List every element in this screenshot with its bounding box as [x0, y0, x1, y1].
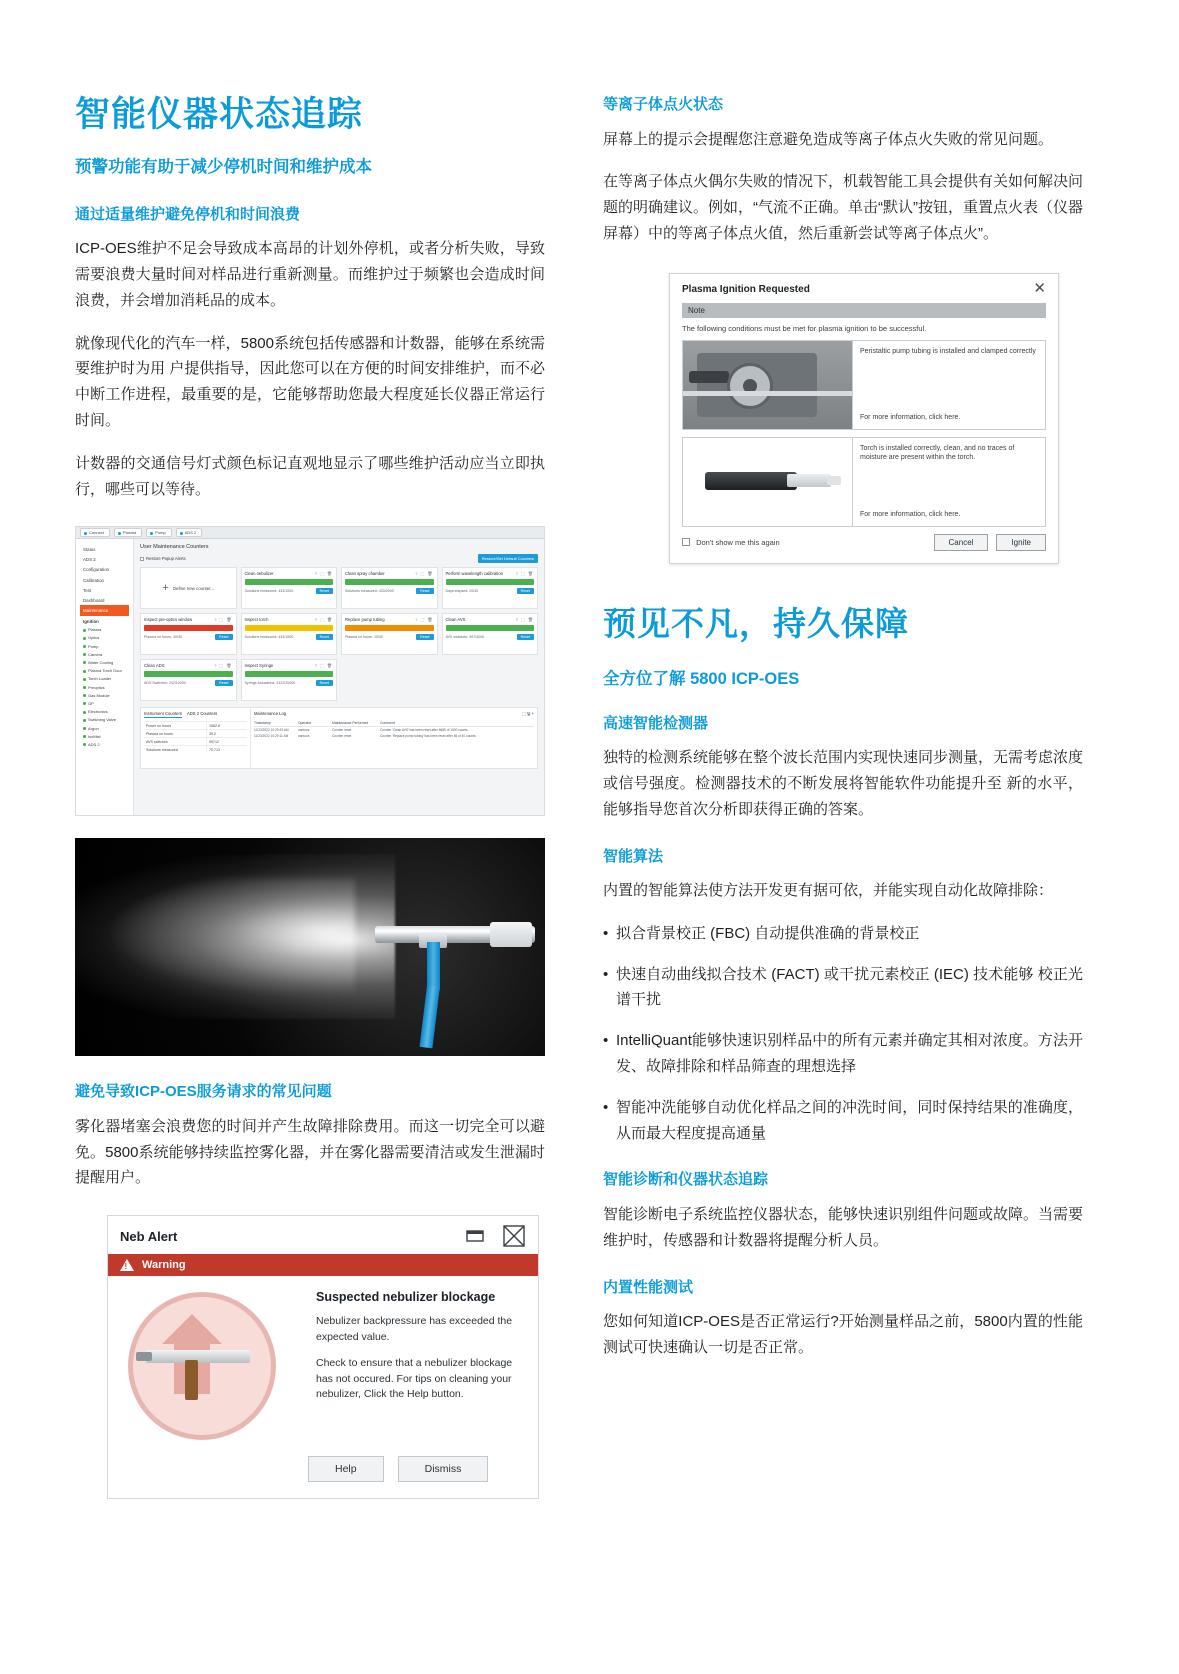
section-plasma-ignition [603, 95, 1083, 247]
counter-row [144, 729, 247, 737]
list-item: • IntelliQuant能够快速识别样品中的所有元素并确定其相对浓度。方法开发、故障排除和样品筛查的理想选择 [603, 1028, 1083, 1080]
counter-reset-button[interactable]: Reset [416, 588, 433, 594]
counter-card[interactable] [241, 659, 338, 701]
counter-row-label: Plasma on hours [146, 731, 173, 736]
section-maintenance [75, 205, 545, 503]
counter-status-bar [446, 625, 535, 631]
counter-title: Clean AVS [445, 617, 466, 623]
status-dot-icon [118, 532, 121, 535]
sidebar-subitem-electronics[interactable]: Electronics [80, 708, 129, 716]
condition-text-pump [853, 341, 1045, 429]
ignite-button[interactable]: Ignite [996, 534, 1046, 551]
counter-row-value: 1582.8 [206, 722, 247, 729]
section-algorithm [603, 847, 1083, 1147]
section-heading-common-issues: 避免导致ICP-OES服务请求的常见问题 [75, 1083, 332, 1101]
list-item: • 快速自动曲线拟合技术 (FACT) 或干扰元素校正 (IEC) 技术能够 校正光谱干扰 [603, 962, 1083, 1014]
software-bottom-panels [140, 707, 538, 769]
cancel-button[interactable]: Cancel [934, 534, 989, 551]
cell-maintenance: Counter reset [332, 734, 352, 739]
neb-alert-paragraph: Check to ensure that a nebulizer blockage has not occured. For tips on cleaning your nebulizer, Click the Help button. [316, 1356, 513, 1401]
condition-panel-pump [682, 340, 1046, 430]
pump-clamp [689, 371, 729, 383]
column-header: Operator [298, 721, 312, 726]
neb-alert-content [108, 1276, 538, 1456]
tab-ads2[interactable] [176, 528, 203, 537]
sidebar-subitem-ads-2[interactable]: ADS 2 [80, 740, 129, 748]
counter-row-value: 99712 [206, 738, 247, 745]
sidebar-item-ads2[interactable]: ADS 2 [83, 557, 96, 563]
counter-meta [144, 680, 233, 686]
counter-meta-text: Solutions measured: 433/2000 [345, 589, 394, 594]
counter-status-bar [245, 671, 334, 677]
warning-label: Warning [142, 1259, 186, 1272]
counter-row [144, 745, 247, 753]
nebulizer-spray-photo [75, 838, 545, 1056]
plus-icon: + [162, 581, 169, 594]
neb-alert-buttons [108, 1456, 538, 1498]
checkbox-label: Don't show me this again [696, 537, 780, 547]
paragraph: 就像现代化的汽车一样，5800系统包括传感器和计数器，能够在系统需要维护时为用 户提供指导，因此您可以在方便的时间安排维护，而不必中断工作进程，最重要的是，它能够帮助您最大程度延长仪器正常运行时间。 [75, 334, 545, 429]
sidebar-subitem-isomist[interactable]: IsoMist [80, 732, 129, 740]
software-body [76, 539, 544, 816]
status-dot-icon [84, 532, 87, 535]
define-new-counter-label: Define new counter... [172, 585, 215, 591]
page-subtitle: 预警功能有助于减少停机时间和维护成本 [75, 158, 372, 177]
counter-meta [345, 588, 434, 594]
section-common-issues [75, 1082, 545, 1191]
table-row [254, 733, 534, 739]
checkbox-icon [682, 538, 690, 546]
torch-image [683, 438, 853, 526]
maintenance-counters-title: User Maintenance Counters [140, 544, 209, 551]
instrument-counter-tabs [144, 711, 247, 718]
list-item: • 智能冲洗能够自动优化样品之间的冲洗时间，同时保持结果的准确度，从而最大程度提高通量 [603, 1095, 1083, 1147]
neb-alert-title: Neb Alert [120, 1228, 178, 1244]
sidebar-subitem-preoptics[interactable]: Preoptics [80, 683, 129, 691]
counter-title: Perform wavelength calibration [445, 571, 503, 577]
right-column [603, 95, 1083, 1634]
sidebar-subitem-plasma-torch-door[interactable]: Plasma Torch Door [80, 667, 129, 675]
cell-operator: nantova [298, 734, 310, 739]
counter-title: Clean ADS [144, 663, 165, 669]
counter-title: Clean nebulizer [244, 571, 274, 577]
neb-alert-titlebar [108, 1216, 538, 1254]
cell-comment: Counter 'Replace pump tubing' has been reset after 65 of 40 counts. [380, 734, 477, 739]
paragraph: 内置的智能算法使方法开发更有据可依，并能实现自动化故障排除： [603, 882, 1054, 900]
section-heading-diagnostics: 智能诊断和仪器状态追踪 [603, 1171, 769, 1189]
nebulizer-illustration [122, 1290, 302, 1440]
counter-reset-button[interactable]: Reset [517, 588, 534, 594]
torch-glass [787, 474, 831, 487]
cell-comment: Counter 'Clean AVS' has been reset after 6685 of 1000 counts. [380, 728, 469, 733]
counter-row-label: Power on hours [146, 723, 172, 728]
torch-tip [827, 476, 841, 485]
warning-banner [108, 1254, 538, 1276]
counter-title: Inspect torch [244, 617, 269, 623]
paragraph: 在等离子体点火偶尔失败的情况下，机载智能工具会提供有关如何解决问题的明确建议。例如，“气流不正确。单击“默认”按钮，重置点火表（仪器屏幕）中的等离子体点火值，然后重新尝试等离子体点火”。 [603, 173, 1084, 242]
more-info-link[interactable]: For more information, click here. [860, 511, 961, 519]
section-diagnostics [603, 1170, 1083, 1253]
plasma-dialog-buttons [934, 534, 1046, 551]
sidebar-subitem-gp[interactable]: GP [80, 699, 129, 707]
maintenance-log-header [254, 711, 534, 718]
counter-meta-text: Syringe Actuations: 4322/20000 [244, 681, 296, 686]
counter-title: Inspect Syringe [244, 663, 274, 669]
tab-instrument-counters[interactable]: Instrument Counters [144, 711, 182, 717]
nebulizer-body-icon [146, 1350, 250, 1363]
counter-meta-text: Solutions measured: 433/1000 [244, 635, 294, 640]
counter-reset-button[interactable]: Reset [316, 680, 333, 686]
torch-body [705, 472, 797, 490]
card-icons[interactable]: ? ⬚ 🗑 [415, 571, 434, 577]
counter-status-bar [345, 579, 434, 585]
counter-meta [144, 634, 233, 640]
counter-card[interactable] [140, 613, 237, 655]
paragraph: 独特的检测系统能够在整个波长范围内实现快速同步测量，无需考虑浓度或信号强度。检测器技术的不断发展将智能软件功能提升至 新的水平，能够指导您首次分析即获得正确的答案。 [603, 749, 1084, 818]
column-header: Timestamp [254, 721, 271, 726]
counter-card[interactable] [241, 613, 338, 655]
counter-reset-button[interactable]: Reset [215, 634, 232, 640]
column-header: Maintenance Performed [332, 721, 369, 726]
grid-spacer [442, 659, 539, 701]
counter-reset-button[interactable]: Reset [215, 680, 232, 686]
counter-meta [245, 588, 334, 594]
page-title: 智能仪器状态追踪 [75, 95, 364, 134]
counter-reset-button[interactable]: Reset [416, 634, 433, 640]
counter-card[interactable] [341, 613, 438, 655]
card-icons[interactable]: ? ⬚ 🗑 [314, 571, 333, 577]
dont-show-again-checkbox[interactable] [682, 538, 780, 547]
counter-meta-text: ADS Switches: 242/10000 [144, 681, 186, 686]
maintenance-toolbar [140, 554, 538, 563]
nebulizer-inlet [427, 942, 440, 990]
tab-connect[interactable] [80, 528, 110, 537]
counter-row [144, 737, 247, 745]
sidebar-item-dashboard[interactable]: Dashboard [83, 597, 105, 603]
condition-text-torch [853, 438, 1045, 526]
condition-description: Torch is installed correctly, clean, and no traces of moisture are present within the torch. [860, 444, 1015, 462]
left-column [75, 95, 545, 1634]
tab-label: Plasma [122, 530, 137, 536]
counter-meta [345, 634, 434, 640]
counter-meta-text: Plasma on hours: 10/40 [345, 635, 383, 640]
counter-title: Clean spray chamber [345, 571, 385, 577]
close-icon[interactable] [502, 1224, 526, 1248]
secondary-page-subtitle: 全方位了解 5800 ICP-OES [603, 669, 800, 688]
sidebar-subitem-argon[interactable]: Argon [80, 724, 129, 732]
maintenance-log-icons[interactable]: ⬚ 🖫 + [521, 711, 534, 717]
tab-plasma[interactable] [114, 528, 142, 537]
sidebar-subitem-camera[interactable]: Camera [80, 650, 129, 658]
counter-reset-button[interactable]: Reset [316, 588, 333, 594]
sidebar-subitem-water-cooling[interactable]: Water Cooling [80, 658, 129, 666]
condition-description: Peristaltic pump tubing is installed and clamped correctly [860, 347, 1036, 355]
counter-status-bar [245, 625, 334, 631]
software-tabbar [76, 527, 544, 539]
sidebar-item-test[interactable]: Test [83, 587, 92, 593]
section-heading-detector: 高速智能检测器 [603, 714, 709, 732]
card-icons[interactable]: ? ⬚ 🗑 [314, 663, 333, 669]
counter-status-bar [144, 671, 233, 677]
cell-timestamp: 11/23/2022 10:29:43 AM [254, 728, 289, 733]
counter-status-bar [446, 579, 535, 585]
plasma-dialog-title: Plasma Ignition Requested [682, 283, 810, 295]
counter-meta [446, 634, 535, 640]
counter-meta [446, 588, 535, 594]
neb-alert-heading: Suspected nebulizer blockage [316, 1290, 496, 1305]
peristaltic-pump-image [683, 341, 853, 429]
counter-meta-text: Days elapsed: 20/30 [445, 589, 479, 594]
counter-card[interactable] [341, 567, 438, 609]
define-new-counter-button[interactable] [140, 567, 237, 609]
instrument-counters-panel [141, 708, 251, 768]
sidebar-subitem-gas-module[interactable]: Gas Module [80, 691, 129, 699]
card-icons[interactable]: ? ⬚ 🗑 [515, 617, 534, 623]
restore-popup-alerts-checkbox[interactable] [140, 556, 186, 561]
tab-pump[interactable] [146, 528, 171, 537]
list-item: • 拟合背景校正 (FBC) 自动提供准确的背景校正 [603, 921, 1083, 947]
plasma-ignition-dialog [669, 273, 1059, 564]
counter-meta-text: Solutions measured: 433/1000 [244, 589, 294, 594]
section-detector [603, 714, 1083, 823]
counter-row-value: 70,713 [206, 746, 247, 753]
counter-card[interactable] [241, 567, 338, 609]
software-screenshot [75, 526, 545, 816]
section-heading-algorithm: 智能算法 [603, 847, 664, 865]
paragraph: 屏幕上的提示会提醒您注意避免造成等离子体点火失败的常见问题。 [603, 130, 1054, 148]
counter-card[interactable] [442, 613, 539, 655]
restore-default-counters-button[interactable]: Restore/Set Default Counters [478, 554, 538, 563]
paragraph: 智能诊断电子系统监控仪器状态，能够快速识别组件问题或故障。当需要维护时，传感器和计数器将提醒分析人员。 [603, 1205, 1084, 1249]
paragraph: ICP-OES维护不足会导致成本高昂的计划外停机，或者分析失败，导致需要浪费大量时间对样品进行重新测量。而维护过于频繁也会造成时间浪费，并会增加消耗品的成本。 [75, 240, 545, 309]
counter-card[interactable] [442, 567, 539, 609]
counter-title: Replace pump tubing [345, 617, 385, 623]
maintenance-log-panel [251, 708, 537, 768]
dismiss-button[interactable]: Dismiss [398, 1456, 489, 1482]
neb-alert-paragraph: Nebulizer backpressure has exceeded the expected value. [316, 1315, 513, 1343]
counter-status-bar [345, 625, 434, 631]
nebulizer-sample-line [419, 986, 439, 1049]
tab-label: Connect [89, 530, 104, 536]
counter-row-label: AVS switches [146, 739, 168, 744]
sidebar-subitem-torch-loader[interactable]: Torch Loader [80, 675, 129, 683]
plasma-dialog-lead: The following conditions must be met for plasma ignition to be successful. [682, 323, 927, 333]
counter-reset-button[interactable]: Reset [517, 634, 534, 640]
card-icons[interactable]: ? ⬚ 🗑 [314, 617, 333, 623]
counter-meta [245, 680, 334, 686]
cell-maintenance: Counter reset [332, 728, 352, 733]
warning-triangle-icon [120, 1259, 134, 1271]
cell-timestamp: 11/23/2022 10:29:11 AM [254, 734, 289, 739]
paragraph: 计数器的交通信号灯式颜色标记直观地显示了哪些维护活动应当立即执行，哪些可以等待。 [75, 454, 545, 498]
counter-status-bar [144, 625, 233, 631]
paragraph: 雾化器堵塞会浪费您的时间并产生故障排除费用。而这一切完全可以避免。5800系统能够持续监控雾化器，并在雾化器需要清洁或发生泄漏时提醒用户。 [75, 1117, 545, 1187]
sidebar-item-configuration[interactable]: Configuration [83, 567, 110, 573]
counter-status-bar [245, 579, 334, 585]
pump-tubing [683, 391, 853, 396]
spray-plume-core [105, 878, 355, 998]
checkbox-label: Restore Popup Alerts [146, 556, 186, 562]
section-performance [603, 1278, 1083, 1361]
software-main [134, 539, 544, 816]
status-dot-icon [180, 532, 183, 535]
sidebar-item-calibration[interactable]: Calibration [83, 577, 104, 583]
more-info-link[interactable]: For more information, click here. [860, 414, 961, 422]
secondary-page-title: 预见不凡，持久保障 [603, 604, 909, 642]
section-heading-maintenance: 通过适量维护避免停机和时间浪费 [75, 205, 301, 223]
sidebar-subitem-optics[interactable]: Optics [80, 634, 129, 642]
sidebar-group-ignition: Ignition [83, 618, 99, 624]
counter-meta-text: Plasma on hours: 39/40 [144, 635, 182, 640]
counter-reset-button[interactable]: Reset [316, 634, 333, 640]
grid-spacer [341, 659, 438, 701]
counter-row [144, 721, 247, 729]
counter-title: Inspect pre-optics window [144, 617, 193, 623]
cell-operator: nantova [298, 728, 310, 733]
counter-card[interactable] [140, 659, 237, 701]
tab-label: ADS 2 [184, 530, 197, 536]
plasma-dialog-footer [682, 534, 1046, 551]
sidebar-subitem-switching-valve[interactable]: Switching Valve [80, 716, 129, 724]
condition-panel-torch [682, 437, 1046, 527]
counter-meta-text: AVS switches: 997/4000 [445, 635, 485, 640]
counter-row-label: Solutions measured [146, 747, 178, 752]
nebulizer-inlet-icon [185, 1360, 198, 1400]
card-icons[interactable]: ? ⬚ 🗑 [515, 571, 534, 577]
sidebar-subitem-plasma[interactable]: Plasma [80, 626, 129, 634]
column-header: Comment [380, 721, 395, 726]
sidebar-item-status[interactable]: Status [83, 546, 96, 552]
two-column-layout [75, 95, 1104, 1634]
section-heading-performance: 内置性能测试 [603, 1278, 694, 1296]
counter-meta [245, 634, 334, 640]
help-button[interactable]: Help [308, 1456, 384, 1482]
window-controls [464, 1224, 526, 1248]
nebulizer-cap [490, 922, 532, 947]
algorithm-bullet-list [603, 921, 1083, 1147]
note-banner: Note [682, 303, 1046, 318]
sidebar-subitem-pump[interactable]: Pump [80, 642, 129, 650]
sidebar-item-maintenance[interactable]: Maintenance [80, 605, 129, 615]
close-icon[interactable]: ✕ [1033, 279, 1046, 297]
neb-alert-text [316, 1290, 524, 1440]
software-sidebar [76, 539, 134, 816]
card-icons[interactable]: ? ⬚ 🗑 [415, 617, 434, 623]
section-heading-plasma: 等离子体点火状态 [603, 96, 724, 113]
counter-card-grid [140, 567, 538, 701]
counter-row-value: 39.2 [206, 730, 247, 737]
card-icons[interactable]: ? ⬚ 🗑 [214, 663, 233, 669]
maintenance-log-title: Maintenance Log [254, 711, 287, 717]
checkbox-icon [140, 557, 144, 561]
neb-alert-dialog [107, 1215, 539, 1499]
tab-label: Pump [155, 530, 166, 536]
tab-ads2-counters[interactable]: ADS 2 Counters [186, 711, 218, 717]
nebulizer-tip-icon [136, 1352, 152, 1361]
card-icons[interactable]: ? ⬚ 🗑 [214, 617, 233, 623]
status-dot-icon [150, 532, 153, 535]
minimize-icon[interactable] [464, 1225, 486, 1247]
paragraph: 您如何知道ICP-OES是否正常运行?开始测量样品之前，5800内置的性能测试可快速确认一切是否正常。 [603, 1313, 1083, 1356]
